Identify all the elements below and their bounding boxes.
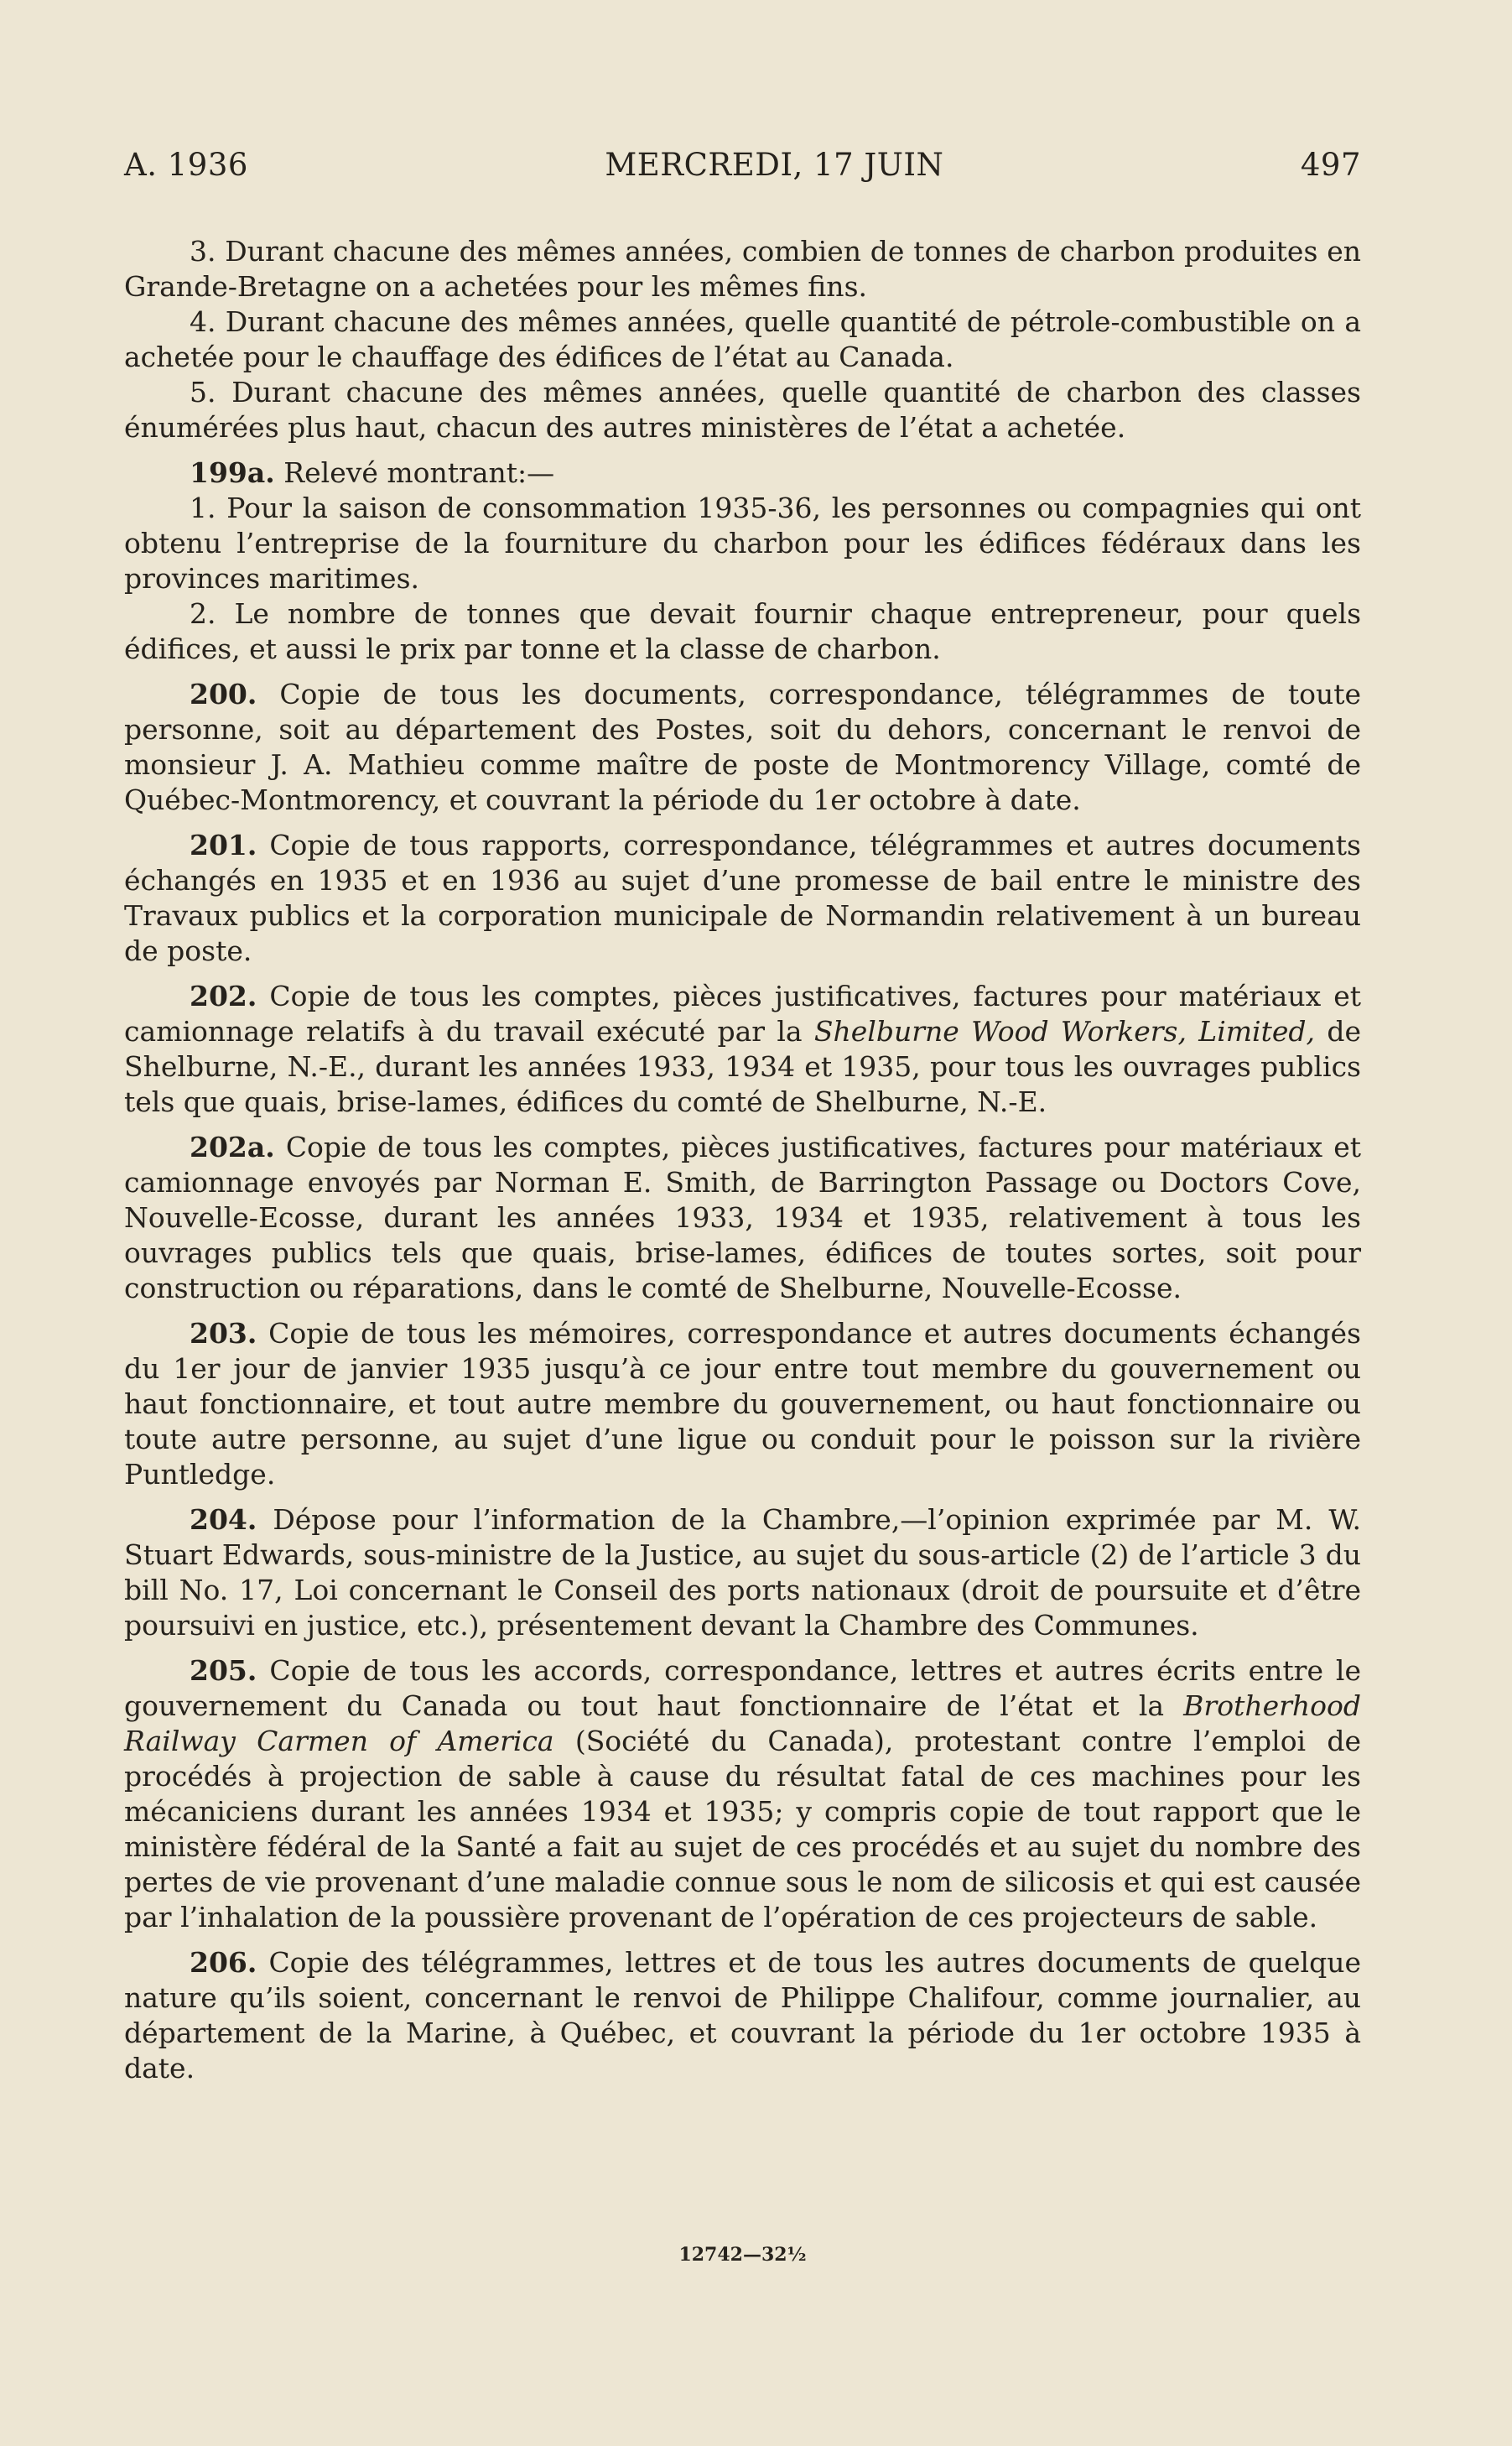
body-text [124, 234, 1361, 2086]
item-204: 204. Dépose pour l’information de la Chambre,—l’opinion exprimée par M. W. Stuart Edwards, sous-ministre de la Justice, au sujet du sous-article (2) de l’article 3 du bill No. 17, Loi concernant le Conseil des ports nationaux (droit de poursuite et d’être poursuivi en justice, etc.), présentement devant la Chambre des Communes. [124, 1503, 1361, 1642]
item-number: 203. [190, 1317, 257, 1350]
item-199a-point-1: 1. Pour la saison de consommation 1935-36, les personnes ou compagnies qui ont obtenu l’entreprise de la fourniture du charbon pour les édifices fédéraux dans les provinces maritimes. [124, 492, 1361, 595]
paragraph-5: 5. Durant chacune des mêmes années, quelle quantité de charbon des classes énumérées plus haut, chacun des autres ministères de l’état a achetée. [124, 376, 1361, 444]
item-205: 205. Copie de tous les accords, correspondance, lettres et autres écrits entre le gouvernement du Canada ou tout haut fonctionnaire de l’état et la Brotherhood Railway Carmen of America (Société du Canada), protestant contre l’emploi de procédés à projection de sable à cause du résultat fatal de ces machines pour les mécaniciens durant les années 1934 et 1935; y compris copie de tout rapport que le ministère fédéral de la Santé a fait au sujet de ces procédés et au sujet du nombre des pertes de vie provenant d’une maladie connue sous le nom de silicosis et qui est causée par l’inhalation de la poussière provenant de l’opération de ces projecteurs de sable. [124, 1654, 1361, 1933]
item-199a: 199a. Relevé montrant:— [190, 456, 555, 489]
item-number: 202a. [190, 1131, 275, 1163]
item-206: 206. Copie des télégrammes, lettres et de tous les autres documents de quelque nature qu’ils soient, concernant le renvoi de Philippe Chalifour, comme journalier, au département de la Marine, à Québec, et couvrant la période du 1er octobre 1935 à date. [124, 1946, 1361, 2084]
item-number: 204. [190, 1503, 257, 1536]
paragraph-3: 3. Durant chacune des mêmes années, combien de tonnes de charbon produites en Grande-Bretagne on a achetées pour les mêmes fins. [124, 235, 1361, 303]
organization-name: Brotherhood Railway Carmen of America [124, 1689, 1361, 1757]
item-203: 203. Copie de tous les mémoires, correspondance et autres documents échangés du 1er jour de janvier 1935 jusqu’à ce jour entre tout membre du gouvernement ou haut fonctionnaire, et tout autre membre du gouvernement, ou haut fonctionnaire ou toute autre personne, au sujet d’une ligue ou conduit pour le poisson sur la rivière Puntledge. [124, 1317, 1361, 1491]
item-number: 205. [190, 1654, 257, 1687]
header-date: MERCREDI, 17 JUIN [605, 147, 944, 183]
item-201: 201. Copie de tous rapports, correspondance, télégrammes et autres documents échangés en 1935 et en 1936 au sujet d’une promesse de bail entre le ministre des Travaux publics et la corporation municipale de Normandin relativement à un bureau de poste. [124, 829, 1361, 967]
printer-signature: 12742—32½ [678, 2244, 807, 2266]
item-number: 200. [190, 678, 257, 710]
item-number: 206. [190, 1946, 257, 1979]
running-head [124, 147, 1361, 197]
item-202a: 202a. Copie de tous les comptes, pièces justificatives, factures pour matériaux et camionnage envoyés par Norman E. Smith, de Barrington Passage ou Doctors Cove, Nouvelle-Ecosse, durant les années 1933, 1934 et 1935, relativement à tous les ouvrages publics tels que quais, brise-lames, édifices de toutes sortes, soit pour construction ou réparations, dans le comté de Shelburne, Nouvelle-Ecosse. [124, 1131, 1361, 1304]
paragraph-4: 4. Durant chacune des mêmes années, quelle quantité de pétrole-combustible on a achetée pour le chauffage des édifices de l’état au Canada. [124, 305, 1361, 373]
company-name: Shelburne Wood Workers, Limited, [813, 1015, 1316, 1048]
header-year: A. 1936 [124, 147, 248, 183]
item-200: 200. Copie de tous les documents, correspondance, télégrammes de toute personne, soit au département des Postes, soit du dehors, concernant le renvoi de monsieur J. A. Mathieu comme maître de poste de Montmorency Village, comté de Québec-Montmorency, et couvrant la période du 1er octobre à date. [124, 678, 1361, 816]
item-202: 202. Copie de tous les comptes, pièces justificatives, factures pour matériaux et camionnage relatifs à du travail exécuté par la Shelburne Wood Workers, Limited, de Shelburne, N.-E., durant les années 1933, 1934 et 1935, pour tous les ouvrages publics tels que quais, brise-lames, édifices du comté de Shelburne, N.-E. [124, 980, 1361, 1118]
page-number: 497 [1300, 147, 1361, 183]
item-number: 201. [190, 829, 257, 861]
item-199a-point-2: 2. Le nombre de tonnes que devait fournir chaque entrepreneur, pour quels édifices, et aussi le prix par tonne et la classe de charbon. [124, 597, 1361, 665]
item-number: 199a. [190, 456, 275, 489]
page [124, 147, 1361, 2096]
item-number: 202. [190, 980, 257, 1012]
